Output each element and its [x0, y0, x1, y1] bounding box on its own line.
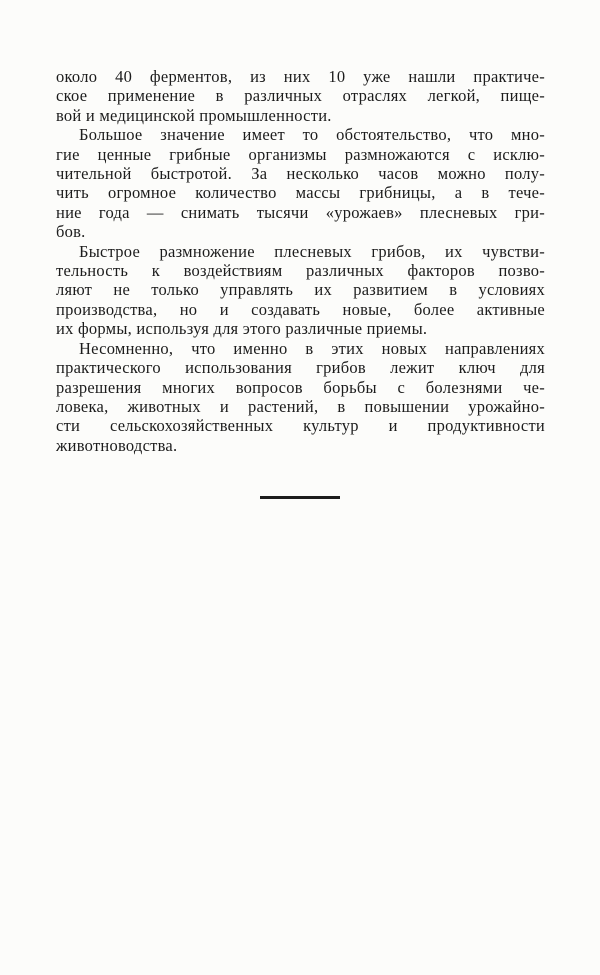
paragraph-4: [56, 339, 545, 455]
paragraph-3: [56, 242, 545, 339]
text-line: ляют не только управлять их развитием в условиях: [56, 280, 545, 300]
text-line: вой и медицинской промышленности.: [56, 105, 332, 125]
text-line: Большое значение имеет то обстоятельство, что мно-: [79, 125, 545, 145]
text-line: их формы, используя для этого различные приемы.: [56, 319, 428, 339]
text-line: Быстрое размножение плесневых грибов, их чувстви-: [79, 241, 545, 261]
paragraph-1: [56, 67, 545, 125]
text-line: животноводства.: [56, 435, 178, 455]
text-line: чительной быстротой. За несколько часов можно полу-: [56, 164, 545, 184]
text-line: тельность к воздействиям различных факторов позво-: [56, 261, 545, 281]
text-line: чить огромное количество массы грибницы, а в тече-: [56, 183, 545, 203]
text-line: разрешения многих вопросов борьбы с болезнями че-: [56, 377, 545, 397]
text-block: [56, 67, 545, 455]
text-line: сти сельскохозяйственных культур и продуктивности: [56, 416, 545, 436]
text-line: производства, но и создавать новые, более активные: [56, 299, 545, 319]
text-line: Несомненно, что именно в этих новых направлениях: [79, 338, 545, 358]
text-line: практического использования грибов лежит ключ для: [56, 358, 545, 378]
text-line: ское применение в различных отраслях легкой, пище-: [56, 86, 545, 106]
text-line: бов.: [56, 222, 86, 242]
text-line: ловека, животных и растений, в повышении урожайно-: [56, 396, 545, 416]
section-divider-rule: [260, 496, 340, 499]
paragraph-2: [56, 125, 545, 241]
text-line: около 40 ферментов, из них 10 уже нашли практиче-: [56, 67, 545, 86]
text-line: гие ценные грибные организмы размножаются с исклю-: [56, 144, 545, 164]
text-line: ние года — снимать тысячи «урожаев» плесневых гри-: [56, 202, 545, 222]
